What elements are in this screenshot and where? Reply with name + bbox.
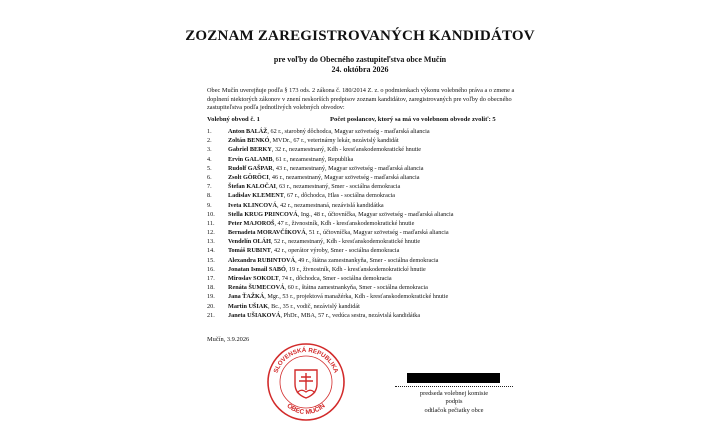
candidate-row (207, 283, 527, 292)
stamp-label: odtlačok pečiatky obce (424, 406, 484, 414)
candidate-name: Tomáš RUBINT (228, 247, 271, 255)
candidate-name: Zoltán BENKÓ (228, 137, 270, 145)
candidate-row (207, 127, 527, 136)
place-date: Mučín, 3.9.2026 (207, 336, 250, 343)
candidate-number: 2. (207, 137, 212, 145)
candidate-row (207, 265, 527, 274)
candidate-details: , 46 r., nezamestnaný, Magyar szövetség - maďarská aliancia (268, 173, 420, 181)
signature-role: predseda volebnej komisie (419, 390, 489, 397)
candidate-row (207, 145, 527, 154)
candidate-details: , 67 r., dôchodca, Hlas - sociálna demokracia (283, 192, 396, 200)
candidate-number: 12. (207, 229, 215, 237)
candidate-name: Renáta ŠUMECOVÁ (228, 284, 285, 292)
candidate-row (207, 191, 527, 200)
candidate-details: , 52 r., nezamestnaný, Kdh - kresťanskodemokratické hnutie (270, 238, 421, 246)
candidate-entry (228, 292, 448, 301)
candidate-name: Jana ŤAŽKÁ (228, 293, 265, 301)
candidate-entry (228, 145, 421, 154)
candidate-details: , Bc., 35 r., vodič, nezávislý kandidát (268, 302, 360, 310)
candidate-number: 1. (207, 128, 212, 135)
candidate-entry (228, 136, 399, 145)
candidate-details: , 32 r., nezamestnaný, Kdh - kresťanskodemokratické hnutie (271, 146, 422, 154)
candidate-row (207, 201, 527, 210)
candidate-row (207, 274, 527, 283)
district-label: Volebný obvod č. 1 (207, 116, 260, 123)
candidate-details: , 74 r., dôchodca, Smer - sociálna demokracia (278, 275, 392, 282)
candidate-name: Ladislav KLEMENT (228, 192, 284, 200)
candidate-details: , 62 r., starobný dôchodca, Magyar szövetség - maďarská aliancia (267, 128, 430, 135)
redacted-signature (407, 373, 500, 383)
candidate-number: 19. (207, 293, 215, 301)
candidate-row (207, 228, 527, 237)
candidate-entry (228, 201, 384, 210)
candidate-details: , 63 r., nezamestnaný, Smer - sociálna demokracia (275, 183, 401, 191)
candidate-row (207, 237, 527, 246)
candidate-number: 8. (207, 192, 212, 200)
candidate-details: , 42 r., nezamestnaná, nezávislá kandidátka (276, 201, 384, 209)
candidate-row (207, 136, 527, 145)
candidate-number: 20. (207, 302, 215, 310)
candidate-list (207, 127, 527, 320)
candidate-number: 15. (207, 256, 215, 264)
candidate-entry (228, 237, 420, 246)
signature-line (395, 386, 513, 387)
candidate-entry (228, 182, 400, 191)
candidate-entry (228, 302, 360, 311)
candidate-name: Vendelín OLÁH (228, 238, 271, 246)
document-title: ZOZNAM ZAREGISTROVANÝCH KANDIDÁTOV (185, 28, 535, 44)
candidate-number: 5. (207, 164, 212, 172)
candidate-entry (228, 191, 395, 200)
candidate-name: Gabriel BERKY (228, 146, 272, 154)
candidate-number: 7. (207, 183, 212, 191)
candidate-row (207, 246, 527, 255)
candidate-entry (228, 127, 430, 136)
subtitle-date: 24. októbra 2026 (331, 65, 389, 74)
candidate-row (207, 292, 527, 301)
candidate-name: Peter MAJOROŠ (228, 219, 275, 227)
candidate-row (207, 256, 527, 265)
signature-caption (395, 390, 513, 415)
candidate-row (207, 210, 527, 219)
candidate-details: , 42 r., operátor výroby, Smer - sociálna demokracia (270, 247, 400, 255)
candidate-entry (228, 219, 414, 228)
candidate-entry (228, 256, 438, 265)
candidate-entry (228, 155, 353, 164)
candidate-details: , 47 r., živnostník, Kdh - kresťanskodemokratické hnutie (274, 219, 415, 227)
candidate-number: 10. (207, 210, 215, 218)
candidate-details: , 49 r., štátna zamestnankyňa, Smer - sociálna demokracia (295, 256, 439, 264)
candidate-details: , 60 r., štátna zamestnankyňa, Smer - sociálna demokracia (284, 284, 428, 292)
candidate-name: Martin UŠIAK (228, 302, 269, 310)
candidate-entry (228, 228, 449, 237)
candidate-row (207, 219, 527, 228)
candidate-details: , Ing., 48 r., účtovníčka, Magyar szövetség - maďarská aliancia (297, 210, 454, 218)
candidate-name: Ervin GALAMB (228, 155, 273, 163)
candidate-number: 17. (207, 275, 215, 282)
candidate-details: , Mgr., 53 r., projektová manažérka, Kdh - kresťanskodemokratické hnutie (264, 293, 449, 301)
candidate-number: 4. (207, 155, 212, 163)
candidate-entry (228, 283, 428, 292)
subtitle-election: pre voľby do Obecného zastupiteľstva obce Mučín (273, 55, 447, 64)
candidate-entry (228, 210, 454, 219)
candidate-name: Alexandra RUBINTOVÁ (228, 256, 296, 264)
candidate-number: 9. (207, 201, 212, 209)
candidate-entry (228, 246, 399, 255)
svg-text:SLOVENSKÁ REPUBLIKA: SLOVENSKÁ REPUBLIKA (272, 346, 340, 374)
official-stamp (266, 342, 346, 422)
seats-count: Počet poslancov, ktorý sa má vo volebnom obvode zvoliť: 5 (330, 116, 496, 123)
candidate-row (207, 155, 527, 164)
candidate-entry (228, 265, 426, 274)
intro-paragraph: Obec Mučín uverejňuje podľa § 173 ods. 2 zákona č. 180/2014 Z. z. o podmienkach výkonu volebného práva a o zmene a doplnení niektorých zákonov v znení neskorších predpisov zoznam kandidátov, zaregistrovaných pre voľby do obecného zastupiteľstva podľa jednotlivých volebných obvodov: (207, 87, 515, 112)
candidate-entry (228, 274, 392, 283)
coat-of-arms-icon (295, 370, 317, 398)
candidate-row (207, 182, 527, 191)
candidate-entry (228, 164, 423, 173)
candidate-name: Anton BALÁŽ (228, 128, 268, 135)
candidate-number: 14. (207, 247, 215, 255)
candidate-details: , 61 r., nezamestnaný, Republika (272, 155, 354, 163)
candidate-name: Miroslav SOKOLT (228, 275, 279, 282)
candidate-entry (228, 311, 420, 320)
candidate-details: , 43 r., nezamestnaný, Magyar szövetség - maďarská aliancia (272, 164, 424, 172)
candidate-number: 18. (207, 284, 215, 292)
candidate-row (207, 173, 527, 182)
candidate-number: 3. (207, 146, 212, 154)
candidate-row (207, 302, 527, 311)
candidate-entry (228, 173, 419, 182)
candidate-number: 6. (207, 173, 212, 181)
document-subtitle (0, 55, 720, 75)
candidate-number: 16. (207, 265, 215, 273)
svg-text:OBEC MUČÍN: OBEC MUČÍN (285, 402, 327, 417)
candidate-name: Rudolf GAŠPAR (228, 164, 273, 172)
candidate-name: Iveta KLINCOVÁ (228, 201, 277, 209)
candidate-details: , MVDr., 67 r., veterinárny lekár, nezávislý kandidát (269, 137, 399, 145)
candidate-name: Janeta UŠIAKOVÁ (228, 311, 281, 319)
candidate-name: Bernadeta MORAVČÍKOVÁ (228, 229, 306, 237)
signature-label: podpis (445, 398, 463, 406)
candidate-details: , 19 r., živnostník, Kdh - kresťanskodemokratické hnutie (285, 265, 426, 273)
candidate-details: , 51 r., účtovníčka, Magyar szövetség - maďarská aliancia (305, 229, 449, 237)
candidate-name: Štefan KALOČAI (228, 183, 276, 191)
candidate-row (207, 164, 527, 173)
candidate-name: Zsolt GÖRÖCI (228, 173, 269, 181)
candidate-number: 21. (207, 311, 215, 319)
candidate-name: Stella KRUG PRINCOVÁ (228, 210, 298, 218)
candidate-details: , PhDr., MBA, 57 r., vedúca sestra, nezávislá kandidátka (280, 311, 421, 319)
candidate-row (207, 311, 527, 320)
candidate-name: Jonatan Ismail SABÓ (228, 265, 286, 273)
candidate-number: 13. (207, 238, 215, 246)
candidate-number: 11. (207, 219, 215, 227)
